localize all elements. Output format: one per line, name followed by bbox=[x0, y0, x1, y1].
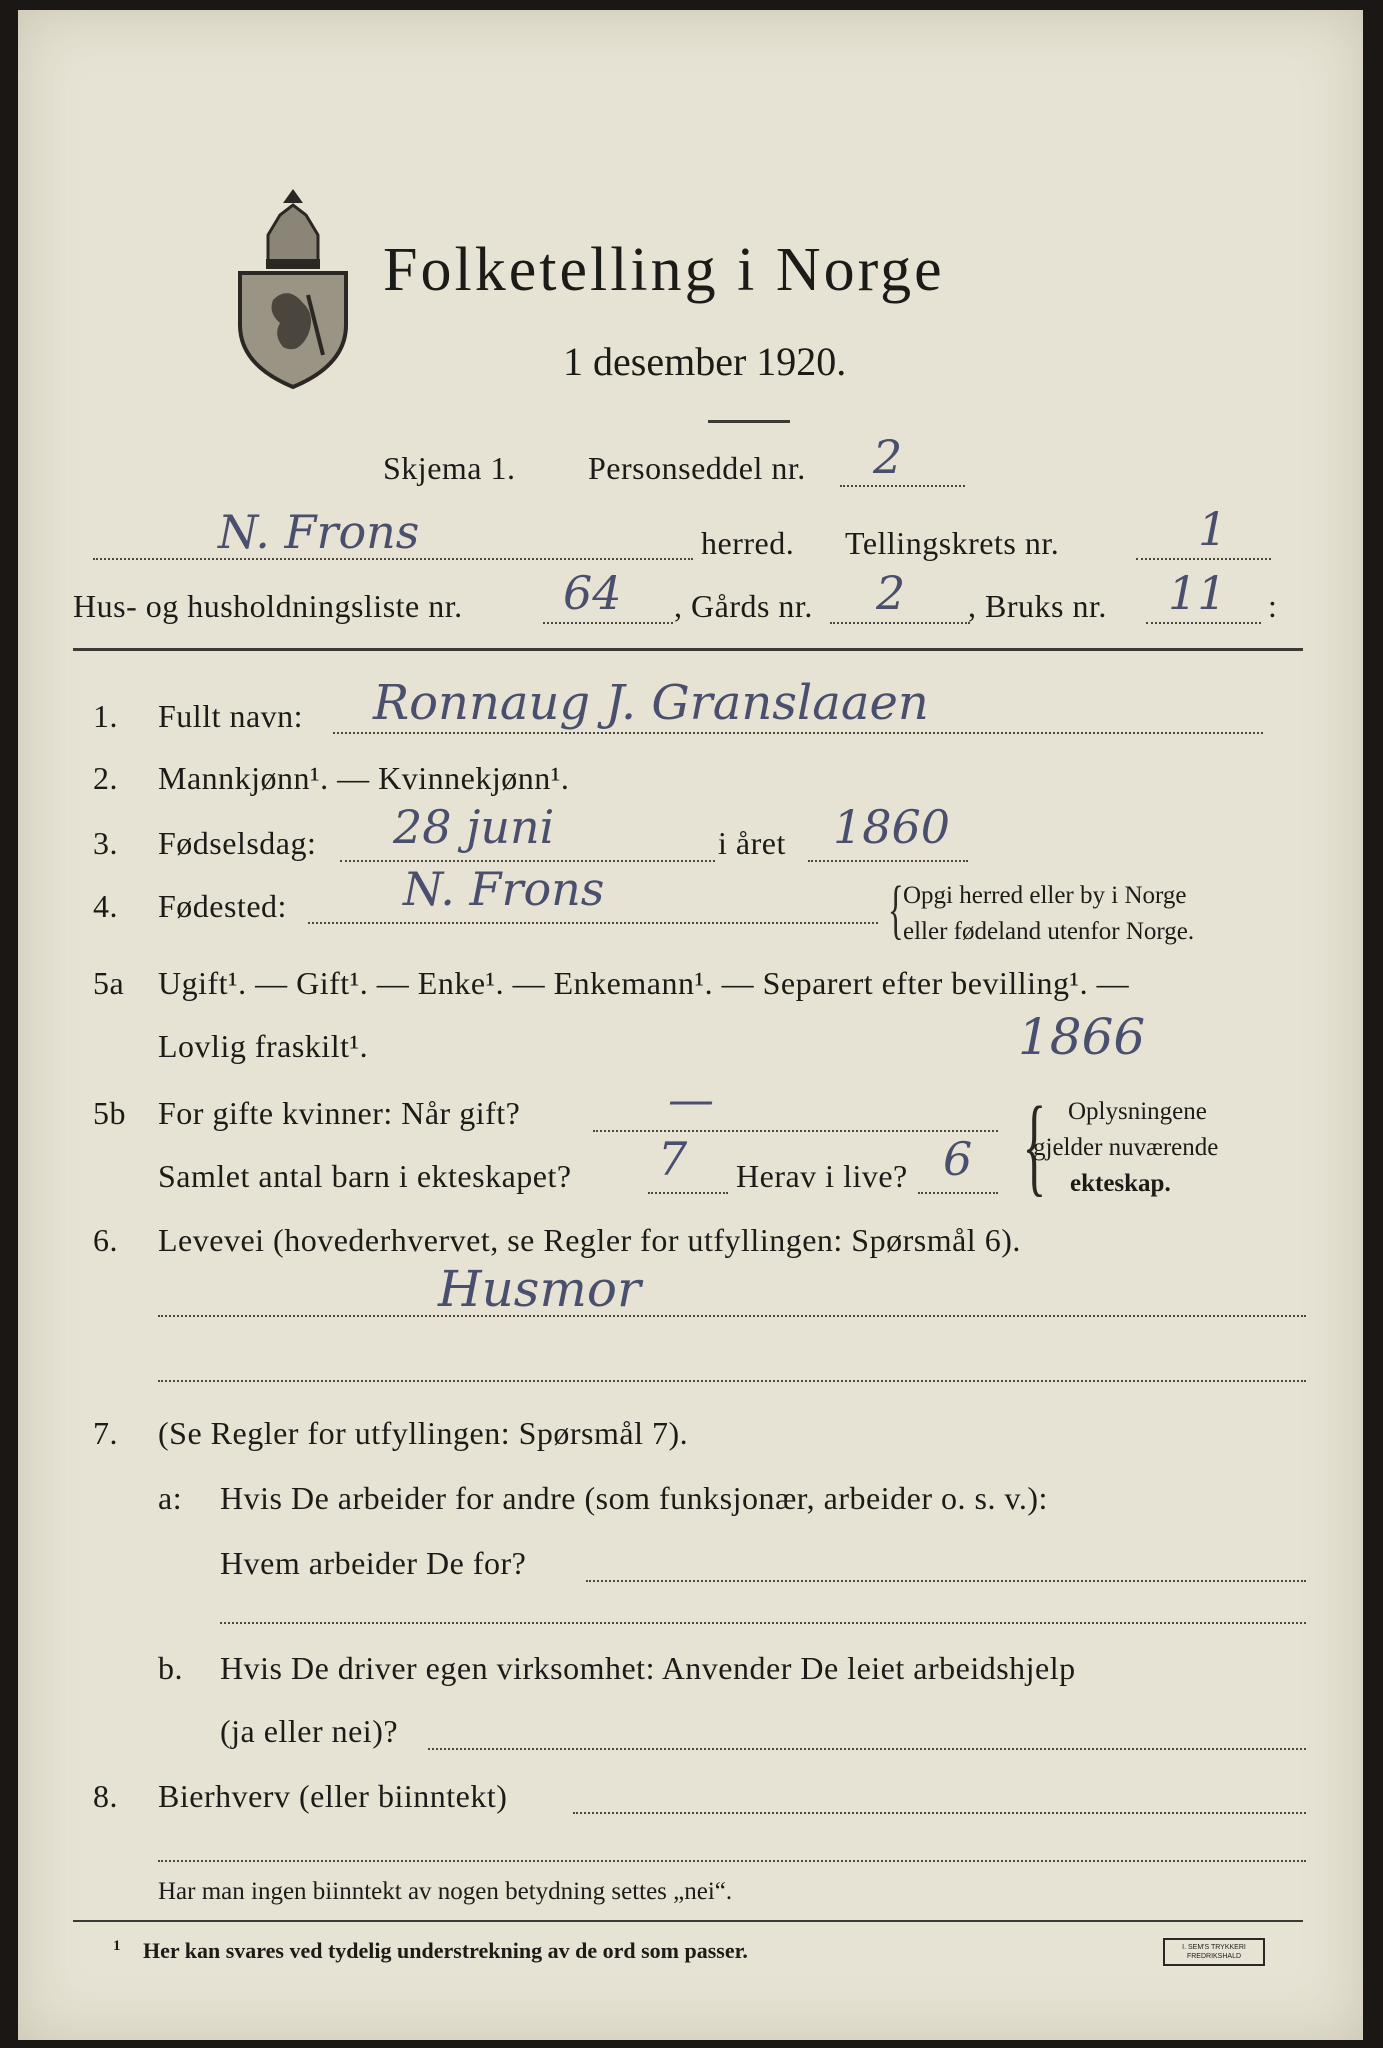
birthplace-value: N. Frons bbox=[403, 862, 605, 916]
full-name-value: Ronnaug J. Granslaaen bbox=[373, 675, 929, 731]
q8-label: Bierhverv (eller biinntekt) bbox=[158, 1778, 508, 1814]
herred-label: herred. bbox=[701, 525, 795, 561]
birth-year-line[interactable] bbox=[808, 860, 968, 862]
q2-label: Mannkjønn¹. — Kvinnekjønn¹. bbox=[158, 760, 570, 796]
footer-divider bbox=[73, 1920, 1303, 1922]
skjema-label: Skjema 1. bbox=[383, 450, 516, 486]
gards-label: , Gårds nr. bbox=[674, 588, 813, 624]
q8-note: Har man ingen biinntekt av nogen betydning settes „nei“. bbox=[158, 1878, 733, 1905]
coat-of-arms-icon bbox=[228, 185, 358, 390]
q2-number: 2. bbox=[93, 760, 118, 796]
q5b-note-1: Oplysningene bbox=[1068, 1098, 1207, 1125]
header-divider bbox=[73, 648, 1303, 651]
personseddel-label: Personseddel nr. bbox=[588, 450, 806, 486]
title-rule bbox=[708, 420, 790, 423]
printer-stamp-line-1: I. SEM'S TRYKKERI bbox=[1182, 1944, 1246, 1951]
personseddel-value: 2 bbox=[873, 430, 903, 484]
marriage-date-value: — bbox=[668, 1072, 714, 1126]
children-total-line[interactable] bbox=[648, 1192, 728, 1194]
q4-number: 4. bbox=[93, 888, 118, 924]
birth-year-value: 1860 bbox=[833, 800, 951, 854]
q5a-number: 5a bbox=[93, 965, 125, 1001]
tellingskrets-line[interactable] bbox=[1136, 558, 1271, 560]
herred-value: N. Frons bbox=[218, 505, 420, 559]
tellingskrets-label: Tellingskrets nr. bbox=[845, 525, 1060, 561]
bruks-label: , Bruks nr. bbox=[968, 588, 1107, 624]
children-alive-line[interactable] bbox=[918, 1192, 998, 1194]
printer-stamp bbox=[1163, 1938, 1265, 1966]
employer-line-2[interactable] bbox=[220, 1622, 1306, 1624]
q7-number: 7. bbox=[93, 1415, 118, 1451]
occupation-value: Husmor bbox=[438, 1260, 641, 1318]
marriage-date-line[interactable] bbox=[593, 1130, 998, 1132]
q5b-number: 5b bbox=[93, 1095, 126, 1131]
hus-label: Hus- og husholdningsliste nr. bbox=[73, 588, 463, 624]
q6-label: Levevei (hovederhvervet, se Regler for utfyllingen: Spørsmål 6). bbox=[158, 1222, 1021, 1258]
marriage-year-annotation: 1866 bbox=[1018, 1008, 1146, 1066]
census-date: 1 desember 1920. bbox=[563, 339, 847, 384]
q5b-label-2: Samlet antal barn i ekteskapet? bbox=[158, 1158, 572, 1194]
q1-label: Fullt navn: bbox=[158, 698, 304, 734]
birthday-value: 28 juni bbox=[393, 800, 555, 854]
q1-number: 1. bbox=[93, 698, 118, 734]
q4-brace: { bbox=[887, 873, 904, 946]
q7-label: (Se Regler for utfyllingen: Spørsmål 7). bbox=[158, 1415, 689, 1451]
gards-line[interactable] bbox=[830, 622, 970, 624]
q3-year-label: i året bbox=[718, 825, 786, 861]
q3-number: 3. bbox=[93, 825, 118, 861]
q7a-letter: a: bbox=[158, 1480, 183, 1516]
q7b-line-2: (ja eller nei)? bbox=[220, 1713, 399, 1749]
q5a-line-1: Ugift¹. — Gift¹. — Enke¹. — Enkemann¹. — Separert efter bevilling¹. — bbox=[158, 965, 1130, 1001]
hus-line[interactable] bbox=[543, 622, 673, 624]
q3-label: Fødselsdag: bbox=[158, 825, 317, 861]
footnote-mark: 1 bbox=[113, 1938, 121, 1954]
children-total-value: 7 bbox=[658, 1132, 688, 1186]
hus-value: 64 bbox=[563, 566, 622, 620]
q4-label: Fødested: bbox=[158, 888, 287, 924]
employer-line[interactable] bbox=[586, 1580, 1306, 1582]
q7b-letter: b. bbox=[158, 1650, 183, 1686]
bruks-end: : bbox=[1268, 588, 1278, 624]
form-title: Folketelling i Norge bbox=[383, 236, 945, 304]
q5b-note-3: ekteskap. bbox=[1070, 1170, 1171, 1197]
gards-value: 2 bbox=[876, 566, 906, 620]
secondary-income-line-2[interactable] bbox=[158, 1860, 1306, 1862]
full-name-line[interactable] bbox=[333, 732, 1263, 734]
census-form-page bbox=[18, 10, 1363, 2040]
q5b-note-2: gjelder nuværende bbox=[1033, 1134, 1219, 1161]
q7a-line-1: Hvis De arbeider for andre (som funksjonær, arbeider o. s. v.): bbox=[220, 1480, 1048, 1516]
printer-stamp-line-2: FREDRIKSHALD bbox=[1186, 1953, 1242, 1960]
q5a-line-2: Lovlig fraskilt¹. bbox=[158, 1028, 369, 1064]
personseddel-line[interactable] bbox=[840, 485, 965, 487]
q4-note-2: eller fødeland utenfor Norge. bbox=[903, 918, 1195, 945]
footnote-text: Her kan svares ved tydelig understrekning av de ord som passer. bbox=[143, 1938, 748, 1963]
bruks-value: 11 bbox=[1168, 566, 1227, 620]
q4-note-1: Opgi herred eller by i Norge bbox=[903, 882, 1187, 909]
q5b-label-3: Herav i live? bbox=[736, 1158, 908, 1194]
q7b-line-1: Hvis De driver egen virksomhet: Anvender De leiet arbeidshjelp bbox=[220, 1650, 1076, 1686]
q7a-line-2: Hvem arbeider De for? bbox=[220, 1545, 527, 1581]
secondary-income-line[interactable] bbox=[573, 1812, 1306, 1814]
q6-number: 6. bbox=[93, 1222, 118, 1258]
occupation-line-2[interactable] bbox=[158, 1380, 1306, 1382]
bruks-line[interactable] bbox=[1146, 622, 1261, 624]
children-alive-value: 6 bbox=[943, 1132, 973, 1186]
birthplace-line[interactable] bbox=[308, 922, 878, 924]
q5b-brace: { bbox=[1022, 1084, 1047, 1206]
tellingskrets-value: 1 bbox=[1198, 502, 1228, 556]
hired-help-line[interactable] bbox=[428, 1748, 1306, 1750]
occupation-line-1[interactable] bbox=[158, 1315, 1306, 1317]
q8-number: 8. bbox=[93, 1778, 118, 1814]
q5b-label-1: For gifte kvinner: Når gift? bbox=[158, 1095, 521, 1131]
